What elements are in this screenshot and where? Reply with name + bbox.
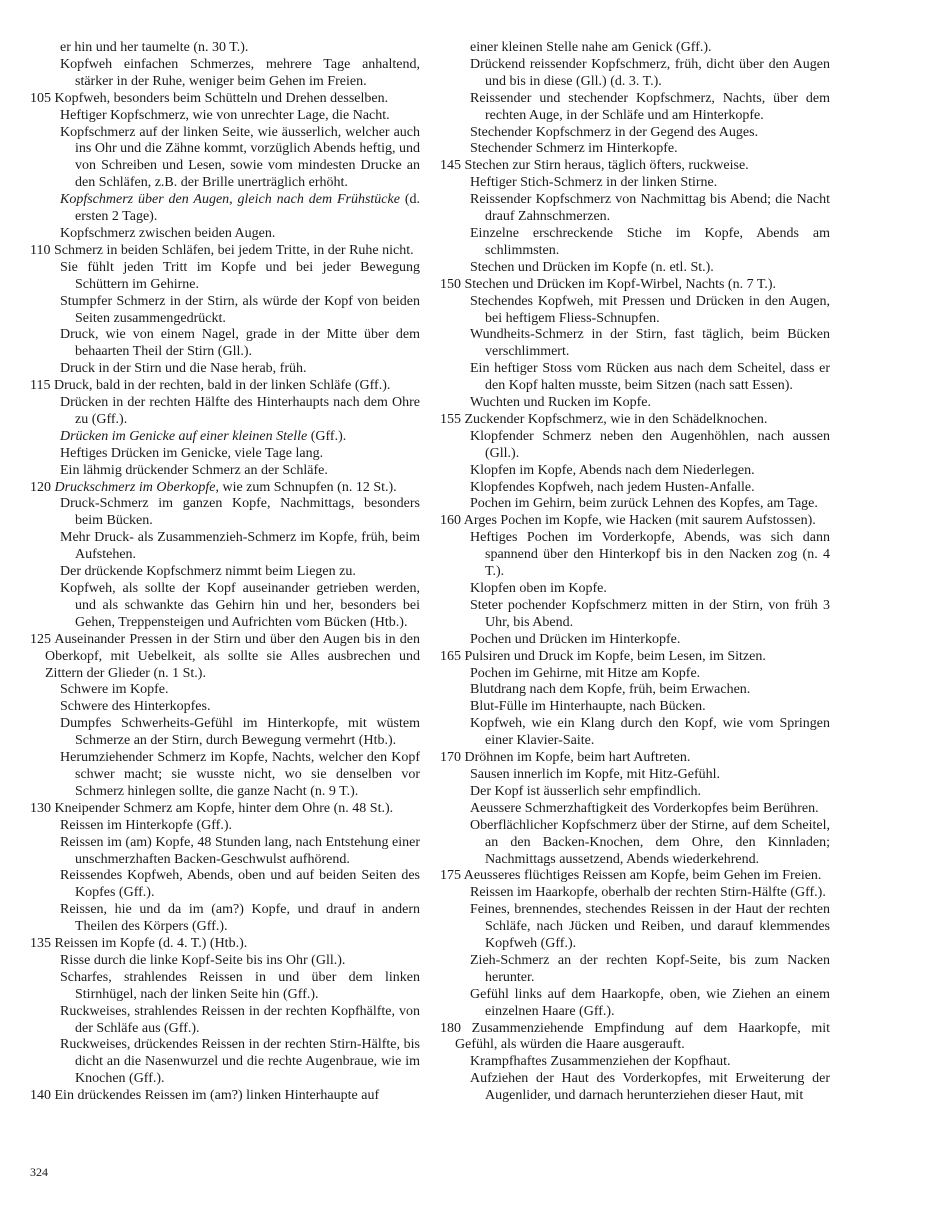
entry-text-inner: Heftiger Kopfschmerz, wie von unrechter Lage, die Nacht. — [60, 107, 390, 123]
entry-text — [60, 834, 420, 869]
entry-text-inner: Feines, brennendes, stechendes Reissen in der Haut der rechten Schläfe, nach Jücken und Reiben, und darauf klemmendes Kopfweh (Gff.). — [470, 902, 830, 952]
entry-text-inner: Reissen im Kopfe (d. 4. T.) (Htb.). — [54, 936, 248, 952]
symptom-entry — [440, 953, 830, 987]
entry-text-inner: Risse durch die linke Kopf-Seite bis ins Ohr (Gll.). — [60, 952, 346, 968]
entry-text — [440, 158, 830, 175]
symptom-entry — [440, 818, 830, 869]
symptom-entry — [30, 632, 420, 683]
symptom-entry — [440, 682, 830, 699]
entry-text — [470, 259, 830, 277]
symptom-entry — [440, 581, 830, 598]
entry-text — [470, 293, 830, 328]
entry-text — [60, 259, 420, 294]
entry-number: 110 — [30, 242, 54, 258]
left-column — [30, 40, 420, 1105]
symptom-entry — [440, 175, 830, 192]
symptom-entry — [30, 682, 420, 699]
entry-text-inner: Kopfschmerz zwischen beiden Augen. — [60, 225, 276, 241]
symptom-entry — [440, 496, 830, 513]
entry-text — [60, 952, 420, 970]
symptom-entry — [440, 57, 830, 91]
symptom-entry — [30, 496, 420, 530]
entry-text — [60, 56, 420, 91]
entry-number: 155 — [440, 411, 465, 427]
entry-text — [440, 868, 830, 885]
entry-text — [60, 192, 420, 226]
entry-text — [470, 225, 830, 260]
entry-number: 175 — [440, 868, 464, 884]
symptom-entry — [440, 429, 830, 463]
entry-text-inner: Pochen im Gehirne, mit Hitze am Kopfe. — [470, 665, 701, 681]
symptom-entry — [30, 970, 420, 1004]
symptom-entry — [440, 463, 830, 480]
symptom-entry — [30, 192, 420, 226]
entry-number: 120 — [30, 479, 55, 495]
entry-text-inner: Wuchten und Rucken im Kopfe. — [470, 395, 652, 411]
entry-number: 115 — [30, 378, 54, 394]
entry-text — [60, 699, 420, 716]
entry-text — [470, 124, 830, 142]
entry-text — [60, 107, 420, 125]
symptom-entry — [30, 1088, 420, 1105]
symptom-entry — [440, 412, 830, 429]
entry-text — [30, 90, 420, 108]
symptom-entry — [440, 885, 830, 902]
symptom-entry — [440, 750, 830, 767]
entry-text-inner: Zuckender Kopfschmerz, wie in den Schädelknochen. — [464, 411, 768, 427]
entry-text-inner: Kopfweh, besonders beim Schütteln und Drehen desselben. — [54, 90, 389, 106]
symptom-entry — [30, 868, 420, 902]
entry-text-inner: Dumpfes Schwerheits-Gefühl im Hinterkopfe, mit wüstem Schmerze an der Stirn, durch Bewegung vermehrt (Htb.). — [60, 716, 420, 749]
entry-text — [60, 496, 420, 530]
entry-text — [470, 479, 830, 497]
symptom-entry — [30, 818, 420, 835]
entry-text — [470, 496, 830, 513]
entry-text-inner: Stechen und Drücken im Kopf-Wirbel, Nachts (n. 7 T.). — [464, 276, 776, 292]
symptom-entry — [440, 277, 830, 294]
entry-text — [470, 395, 830, 412]
entry-text — [470, 192, 830, 226]
entry-text-inner: Scharfes, strahlendes Reissen in und über dem linken Stirnhügel, nach der linken Seite hin (Gff.). — [60, 969, 420, 1002]
entry-text-inner: Kopfweh, wie ein Klang durch den Kopf, wie vom Springen einer Klavier-Saite. — [470, 716, 830, 749]
entry-text-inner: Blut-Fülle im Hinterhaupte, nach Bücken. — [470, 699, 706, 715]
entry-text-inner: Dröhnen im Kopfe, beim hart Auftreten. — [464, 750, 691, 766]
entry-text — [30, 800, 420, 818]
symptom-entry — [30, 108, 420, 125]
entry-text-inner: Pulsiren und Druck im Kopfe, beim Lesen, im Sitzen. — [464, 648, 766, 664]
entry-text-inner: einer kleinen Stelle nahe am Genick (Gff.). — [470, 40, 712, 55]
entry-text-inner: Kopfschmerz über den Augen, gleich nach dem Frühstücke (d. ersten 2 Tage). — [60, 192, 420, 225]
entry-text — [60, 124, 420, 193]
symptom-entry — [30, 564, 420, 581]
symptom-entry — [440, 40, 830, 57]
entry-text-inner: Kopfweh einfachen Schmerzes, mehrere Tage anhaltend, stärker in der Ruhe, weniger beim Gehen im Freien. — [60, 56, 420, 89]
entry-text-inner: Heftiges Drücken im Genicke, viele Tage lang. — [60, 445, 324, 461]
symptom-entry — [440, 226, 830, 260]
entry-text-inner: Klopfendes Kopfweh, nach jedem Husten-Anfalle. — [470, 479, 755, 495]
entry-text-inner: Schwere des Hinterkopfes. — [60, 699, 211, 715]
entry-text-inner: Sausen innerlich im Kopfe, mit Hitz-Gefühl. — [470, 766, 720, 782]
entry-text — [470, 716, 830, 750]
symptom-entry — [30, 294, 420, 328]
entry-text-inner: Blutdrang nach dem Kopfe, früh, beim Erwachen. — [470, 682, 751, 698]
entry-text-inner: Ein heftiger Stoss vom Rücken aus nach dem Scheitel, dass er den Kopf halten musste, beim Sitzen (nach satt Essen). — [470, 361, 830, 394]
entry-text-inner: Mehr Druck- als Zusammenzieh-Schmerz im Kopfe, früh, beim Aufstehen. — [60, 530, 420, 563]
entry-text-inner: Wundheits-Schmerz in der Stirn, fast täglich, beim Bücken verschlimmert. — [470, 327, 830, 360]
entry-number: 125 — [30, 631, 55, 647]
symptom-entry — [440, 327, 830, 361]
entry-text — [470, 90, 830, 125]
entry-text-inner: Ruckweises, drückendes Reissen in der rechten Stirn-Hälfte, bis dicht an die Nasenwurzel und die rechte Augenbraue, wie im Knochen (Gff.). — [60, 1037, 420, 1087]
entry-text — [440, 276, 830, 294]
entry-text — [440, 750, 830, 767]
entry-text — [60, 682, 420, 699]
entry-text — [60, 462, 420, 480]
entry-text-inner: Ein lähmig drückender Schmerz an der Schläfe. — [60, 462, 328, 478]
symptom-entry — [440, 158, 830, 175]
symptom-entry — [30, 699, 420, 716]
symptom-entry — [30, 395, 420, 429]
entry-text-inner: Heftiger Stich-Schmerz in der linken Stirne. — [470, 175, 718, 191]
entry-text-inner: er hin und her taumelte (n. 30 T.). — [60, 40, 249, 55]
entry-text — [470, 581, 830, 598]
symptom-entry — [30, 260, 420, 294]
symptom-entry — [440, 91, 830, 125]
entry-text-inner: Drücken in der rechten Hälfte des Hinterhaupts nach dem Ohre zu (Gff.). — [60, 395, 420, 427]
entry-text-inner: Gefühl links auf dem Haarkopfe, oben, wie Ziehen an einem einzelnen Haare (Gff.). — [470, 986, 830, 1019]
symptom-entry — [30, 801, 420, 818]
entry-text-inner: Pochen im Gehirn, beim zurück Lehnen des Kopfes, am Tage. — [470, 496, 818, 512]
entry-text — [470, 952, 830, 987]
entry-text — [470, 902, 830, 953]
entry-text — [470, 800, 830, 818]
entry-text-inner: Zieh-Schmerz an der rechten Kopf-Seite, bis zum Nacken herunter. — [470, 952, 830, 985]
entry-text — [470, 462, 830, 480]
entry-text-inner: Kopfweh, als sollte der Kopf auseinander getrieben werden, und als schwankte das Gehirn hin und her, besonders bei Gehen, Treppensteigen und Aufrichten vom Bücken (Htb.). — [60, 581, 420, 630]
entry-text — [470, 665, 830, 683]
entry-text — [60, 293, 420, 328]
symptom-entry — [30, 226, 420, 243]
entry-text-inner: Stumpfer Schmerz in der Stirn, als würde der Kopf von beiden Seiten zusammengedrückt. — [60, 293, 420, 326]
entry-text-inner: Kneipender Schmerz am Kopfe, hinter dem Ohre (n. 48 St.). — [54, 800, 394, 816]
entry-text-inner: Drückend reissender Kopfschmerz, früh, dicht über den Augen und bis in diese (Gll.) (d. 3. T.). — [470, 56, 830, 89]
entry-text — [60, 445, 420, 463]
entry-text-inner: Reissen im Hinterkopfe (Gff.). — [60, 817, 232, 833]
entry-text-inner: Stechendes Kopfweh, mit Pressen und Drücken in den Augen, bei heftigem Fliess-Schnupfen. — [470, 293, 830, 326]
symptom-entry — [440, 1054, 830, 1071]
entry-number: 165 — [440, 648, 465, 664]
symptom-entry — [440, 784, 830, 801]
symptom-entry — [440, 125, 830, 142]
entry-number: 105 — [30, 90, 55, 106]
symptom-entry — [30, 750, 420, 801]
entry-text — [470, 783, 830, 801]
symptom-entry — [30, 91, 420, 108]
entry-text — [470, 885, 830, 902]
symptom-entry — [440, 598, 830, 632]
entry-text-inner: Klopfen im Kopfe, Abends nach dem Niederlegen. — [470, 462, 755, 478]
entry-text-inner: Der Kopf ist äusserlich sehr empfindlich. — [470, 783, 701, 799]
entry-text-inner: Krampfhaftes Zusammenziehen der Kopfhaut. — [470, 1054, 731, 1070]
entry-text — [470, 699, 830, 716]
symptom-entry — [440, 530, 830, 581]
entry-text — [470, 631, 830, 649]
symptom-entry — [440, 801, 830, 818]
entry-text-inner: Reissen im (am) Kopfe, 48 Stunden lang, nach Entstehung einer unschmerzhaften Backen-Geschwulst aufhörend. — [60, 834, 420, 867]
symptom-entry — [30, 429, 420, 446]
entry-number: 140 — [30, 1088, 55, 1104]
entry-text — [60, 530, 420, 564]
symptom-entry — [440, 902, 830, 953]
entry-text — [60, 1003, 420, 1038]
entry-text-inner: Kopfschmerz auf der linken Seite, wie äusserlich, welcher auch ins Ohr und die Zähne kommt, vorzüglich Abends heftig, und von Schreiben und Lesen, sowie vom mindesten Drucke an den Schläfen, z.B. der Brille unerträglich erhöht. — [60, 124, 420, 191]
entry-text — [30, 936, 420, 953]
symptom-entry — [30, 716, 420, 750]
entry-text-inner: Reissendes Kopfweh, Abends, oben und auf beiden Seiten des Kopfes (Gff.). — [60, 868, 420, 901]
entry-text-inner: Aeusseres flüchtiges Reissen am Kopfe, beim Gehen im Freien. — [463, 868, 822, 884]
symptom-entry — [30, 530, 420, 564]
entry-text — [470, 56, 830, 91]
entry-text-inner: Aeussere Schmerzhaftigkeit des Vorderkopfes beim Berühren. — [470, 800, 819, 816]
entry-text-inner: Schwere im Kopfe. — [60, 682, 169, 698]
entry-text — [60, 225, 420, 243]
entry-text-inner: Der drückende Kopfschmerz nimmt beim Liegen zu. — [60, 564, 356, 580]
entry-text-inner: Heftiges Pochen im Vorderkopfe, Abends, was sich dann spannend über den Hinterkopf bis in den Nacken zog (n. 4 T.). — [470, 530, 830, 580]
symptom-entry — [440, 649, 830, 666]
symptom-entry — [30, 936, 420, 953]
symptom-entry — [30, 361, 420, 378]
symptom-entry — [440, 192, 830, 226]
entry-text-inner: Reissender und stechender Kopfschmerz, Nachts, über dem rechten Auge, in der Schläfe und am Hinterkopfe. — [470, 90, 830, 123]
entry-text-inner: Druckschmerz im Oberkopfe, wie zum Schnupfen (n. 12 St.). — [54, 479, 397, 495]
symptom-entry — [30, 57, 420, 91]
entry-text-inner: Druck, bald in der rechten, bald in der linken Schläfe (Gff.). — [53, 378, 391, 394]
entry-text — [60, 327, 420, 361]
page-number: 324 — [30, 1165, 48, 1179]
symptom-entry — [440, 767, 830, 784]
entry-text — [470, 817, 830, 869]
entry-text-inner: Ein drückendes Reissen im (am?) linken Hinterhaupte auf — [54, 1088, 380, 1104]
entry-text-inner: Oberflächlicher Kopfschmerz über der Stirne, auf dem Scheitel, an den Backen-Knochen, dem Ohre, den Kinnladen; Nachmittags aussetzend, Abends wiederkehrend. — [470, 817, 830, 867]
symptom-entry — [30, 835, 420, 869]
symptom-entry — [440, 260, 830, 277]
entry-text — [30, 479, 420, 497]
entry-text — [440, 648, 830, 666]
entry-text — [440, 513, 830, 530]
entry-text — [60, 750, 420, 801]
entry-text-inner: Aufziehen der Haut des Vorderkopfes, mit Erweiterung der Augenlider, und darnach herunterziehen dieser Haut, mit — [470, 1071, 830, 1104]
symptom-entry — [440, 699, 830, 716]
symptom-entry — [30, 902, 420, 936]
entry-text-inner: Stechender Kopfschmerz in der Gegend des Auges. — [470, 124, 759, 140]
symptom-entry — [30, 581, 420, 632]
symptom-entry — [440, 1021, 830, 1055]
entry-text — [60, 395, 420, 429]
symptom-entry — [30, 125, 420, 193]
entry-text-inner: Sie fühlt jeden Tritt im Kopfe und bei jeder Bewegung Schüttern im Gehirne. — [60, 259, 420, 292]
entry-number: 130 — [30, 800, 55, 816]
symptom-entry — [440, 141, 830, 158]
entry-text — [470, 1054, 830, 1071]
entry-text-inner: Reissen, hie und da im (am?) Kopfe, und drauf in andern Theilen des Körpers (Gff.). — [60, 902, 420, 935]
symptom-entry — [440, 294, 830, 328]
symptom-entry — [30, 327, 420, 361]
entry-text — [470, 597, 830, 632]
symptom-entry — [440, 361, 830, 395]
entry-text — [60, 868, 420, 902]
symptom-entry — [440, 395, 830, 412]
entry-text — [470, 40, 830, 57]
symptom-entry — [30, 480, 420, 497]
entry-text — [60, 581, 420, 632]
entry-text — [440, 1020, 831, 1055]
entry-text — [60, 969, 420, 1004]
entry-text — [470, 766, 830, 784]
entry-number: 170 — [440, 750, 465, 766]
entry-text — [470, 361, 830, 395]
entry-text — [470, 141, 830, 158]
entry-text-inner: Reissender Kopfschmerz von Nachmittag bis Abend; die Nacht drauf Zahnschmerzen. — [470, 192, 830, 225]
entry-text-inner: Ruckweises, strahlendes Reissen in der rechten Kopfhälfte, von der Schläfe aus (Gff.). — [60, 1003, 420, 1036]
entry-text — [440, 411, 830, 429]
symptom-entry — [30, 446, 420, 463]
symptom-entry — [30, 378, 420, 395]
symptom-entry — [30, 953, 420, 970]
entry-text-inner: Druck in der Stirn und die Nase herab, früh. — [60, 361, 307, 377]
entry-text-inner: Herumziehender Schmerz im Kopfe, Nachts, welcher den Kopf schwer macht; sie wusste nicht, wo sie denselben vor Schmerz hinlegen sollte, die ganze Nacht (n. 9 T.). — [60, 750, 420, 799]
entry-text — [470, 327, 830, 361]
symptom-entry — [440, 480, 830, 497]
entry-text-inner: Stechender Schmerz im Hinterkopfe. — [470, 141, 678, 157]
entry-number: 160 — [440, 513, 464, 529]
entry-number: 145 — [440, 158, 465, 174]
entry-text-inner: Klopfen oben im Kopfe. — [470, 581, 607, 596]
entry-text — [470, 175, 830, 192]
entry-text-inner: Druck, wie von einem Nagel, grade in der Mitte über dem behaarten Theil der Stirn (Gll.). — [60, 327, 420, 360]
entry-text — [30, 242, 420, 260]
entry-text — [60, 40, 420, 57]
entry-text-inner: Pochen und Drücken im Hinterkopfe. — [470, 631, 681, 647]
symptom-entry — [30, 1004, 420, 1038]
entry-text — [30, 631, 420, 683]
entry-text — [30, 378, 420, 395]
symptom-entry — [440, 716, 830, 750]
entry-text-inner: Reissen im Haarkopfe, oberhalb der rechten Stirn-Hälfte (Gff.). — [470, 885, 826, 901]
symptom-entry — [440, 1071, 830, 1105]
right-column — [440, 40, 830, 1105]
symptom-entry — [440, 868, 830, 885]
entry-text-inner: Stechen zur Stirn heraus, täglich öfters, ruckweise. — [464, 158, 749, 174]
entry-text-inner: Auseinander Pressen in der Stirn und über den Augen bis in den Oberkopf, mit Uebelkeit, als sollte sie Alles ausbrechen und Zittern der Glieder (n. 1 St.). — [45, 631, 420, 681]
symptom-entry — [30, 1037, 420, 1088]
entry-text-inner: Arges Pochen im Kopfe, wie Hacken (mit saurem Aufstossen). — [463, 513, 816, 529]
entry-text-inner: Schmerz in beiden Schläfen, bei jedem Tritte, in der Ruhe nicht. — [53, 242, 414, 258]
entry-text — [470, 1071, 830, 1105]
entry-text — [60, 817, 420, 835]
symptom-entry — [30, 463, 420, 480]
entry-text-inner: Steter pochender Kopfschmerz mitten in der Stirn, von früh 3 Uhr, bis Abend. — [470, 597, 830, 630]
entry-text — [60, 428, 420, 446]
entry-number: 135 — [30, 936, 55, 952]
entry-text — [470, 530, 830, 581]
entry-number: 150 — [440, 276, 465, 292]
entry-text — [470, 986, 830, 1021]
symptom-entry — [440, 632, 830, 649]
entry-text — [30, 1088, 420, 1105]
symptom-entry — [440, 987, 830, 1021]
entry-text — [60, 902, 420, 936]
entry-text-inner: Einzelne erschreckende Stiche im Kopfe, Abends am schlimmsten. — [470, 225, 830, 258]
symptom-entry — [30, 40, 420, 57]
entry-text — [60, 1037, 420, 1088]
entry-text — [60, 361, 420, 378]
entry-number: 180 — [440, 1020, 472, 1036]
entry-text — [470, 682, 830, 699]
entry-text-inner: Stechen und Drücken im Kopfe (n. etl. St.). — [470, 259, 714, 275]
entry-text-inner: Klopfender Schmerz neben den Augenhöhlen, nach aussen (Gll.). — [470, 428, 830, 461]
entry-text — [470, 428, 830, 463]
entry-text-inner: Druck-Schmerz im ganzen Kopfe, Nachmittags, besonders beim Bücken. — [60, 496, 420, 529]
entry-text — [60, 716, 420, 750]
entry-text-inner: Zusammenziehende Empfindung auf dem Haarkopfe, mit Gefühl, als würden die Haare ausgerauft. — [455, 1020, 831, 1053]
symptom-entry — [30, 243, 420, 260]
entry-text — [60, 564, 420, 581]
entry-text-inner: Drücken im Genicke auf einer kleinen Stelle (Gff.). — [60, 428, 347, 444]
symptom-entry — [440, 513, 830, 530]
symptom-entry — [440, 666, 830, 683]
